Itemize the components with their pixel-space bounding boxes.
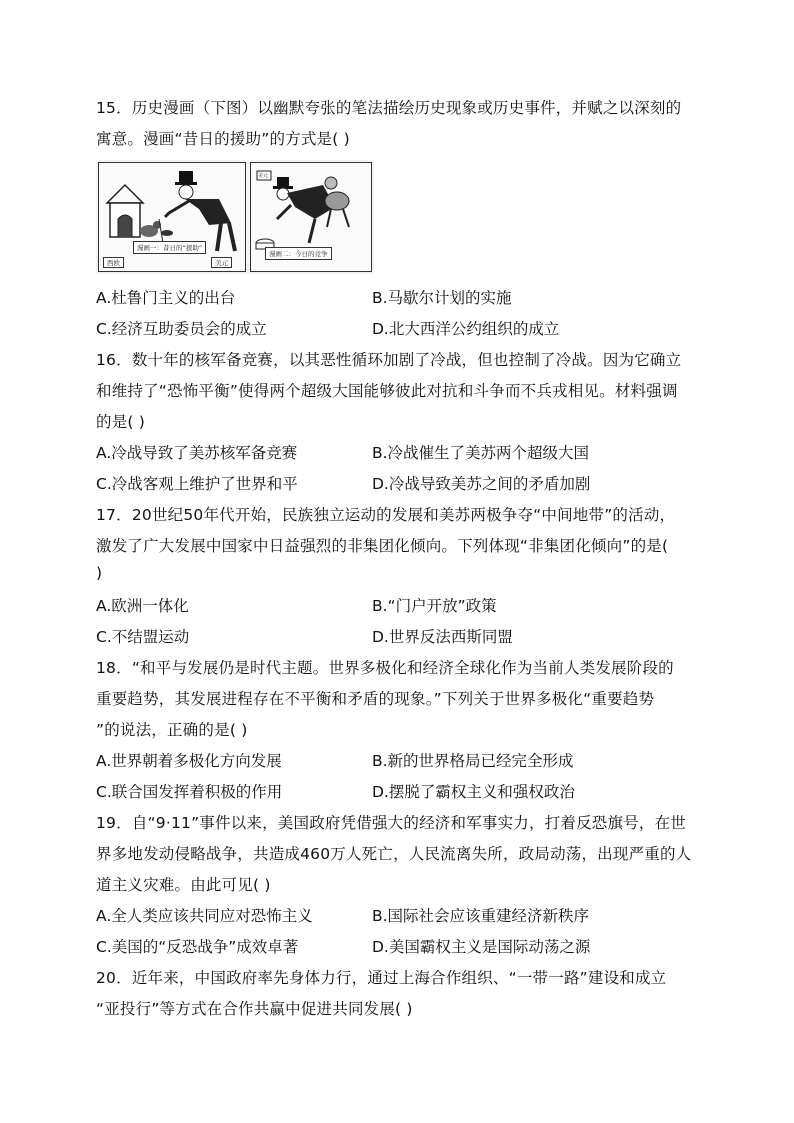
- q19-stem-line3: 道主义灾难。由此可见( ): [96, 876, 271, 894]
- q16-option-c: C.冷战客观上维护了世界和平: [96, 475, 298, 493]
- q18-option-c: C.联合国发挥着积极的作用: [96, 783, 283, 801]
- q18-stem-line3: ”的说法，正确的是( ): [96, 721, 248, 739]
- q17-stem-line3: ): [96, 564, 103, 582]
- q15-stem-line1: 15．历史漫画（下图）以幽默夸张的笔法描绘历史现象或历史事件，并赋之以深刻的: [96, 99, 682, 117]
- q20-stem-line2: “亚投行”等方式在合作共赢中促进共同发展( ): [96, 1000, 413, 1018]
- q16-stem-line1: 16．数十年的核军备竞赛，以其恶性循环加剧了冷战，但也控制了冷战。因为它确立: [96, 351, 682, 369]
- q18-stem-line2: 重要趋势，其发展进程存在不平衡和矛盾的现象。”下列关于世界多极化“重要趋势: [96, 690, 655, 708]
- q16-option-a: A.冷战导致了美苏核军备竞赛: [96, 444, 298, 462]
- q17-stem-line1: 17．20世纪50年代开始，民族独立运动的发展和美苏两极争夺“中间地带”的活动，: [96, 506, 676, 524]
- q15-option-b: B.马歇尔计划的实施: [372, 289, 512, 307]
- q17-option-a: A.欧洲一体化: [96, 597, 189, 615]
- q15-option-c: C.经济互助委员会的成立: [96, 320, 267, 338]
- cartoon-panel-2: [250, 162, 372, 272]
- q16-stem-line2: 和维持了“恐怖平衡”使得两个超级大国能够彼此对抗和斗争而不兵戎相见。材料强调: [96, 382, 678, 400]
- q17-option-d: D.世界反法西斯同盟: [372, 628, 513, 646]
- panel1-tag-west-europe: 西欧: [103, 257, 124, 268]
- q19-stem-line2: 界多地发动侵略战争，共造成460万人死亡，人民流离失所，政局动荡，出现严重的人: [96, 845, 692, 863]
- q17-option-c: C.不结盟运动: [96, 628, 190, 646]
- q18-option-a: A.世界朝着多极化方向发展: [96, 752, 282, 770]
- q19-option-c: C.美国的“反恐战争”成效卓著: [96, 938, 299, 956]
- q18-option-d: D.摆脱了霸权主义和强权政治: [372, 783, 575, 801]
- q17-stem-line2: 激发了广大发展中国家中日益强烈的非集团化倾向。下列体现“非集团化倾向”的是(: [96, 537, 669, 555]
- q15-stem-line2: 寓意。漫画“昔日的援助”的方式是( ): [96, 130, 350, 148]
- q16-option-d: D.冷战导致美苏之间的矛盾加剧: [372, 475, 591, 493]
- q19-option-d: D.美国霸权主义是国际动荡之源: [372, 938, 591, 956]
- cartoon-panel-1-drawing: [99, 163, 245, 271]
- q19-option-a: A.全人类应该共同应对恐怖主义: [96, 907, 313, 925]
- q16-option-b: B.冷战催生了美苏两个超级大国: [372, 444, 590, 462]
- panel2-small-label: 美元: [258, 173, 269, 179]
- panel2-caption: 漫画二：今日的竞争: [265, 247, 332, 260]
- q18-stem-line1: 18．“和平与发展仍是时代主题。世界多极化和经济全球化作为当前人类发展阶段的: [96, 659, 674, 677]
- q19-option-b: B.国际社会应该重建经济新秩序: [372, 907, 590, 925]
- q18-option-b: B.新的世界格局已经完全形成: [372, 752, 574, 770]
- q15-option-a: A.杜鲁门主义的出台: [96, 289, 236, 307]
- q15-option-d: D.北大西洋公约组织的成立: [372, 320, 560, 338]
- q19-stem-line1: 19．自“9·11”事件以来，美国政府凭借强大的经济和军事实力，打着反恐旗号，在世: [96, 814, 686, 832]
- q20-stem-line1: 20．近年来，中国政府率先身体力行，通过上海合作组织、“一带一路”建设和成立: [96, 969, 667, 987]
- panel1-tag-dollar: 美元: [211, 257, 232, 268]
- panel1-caption: 漫画一：昔日的“援助”: [133, 241, 206, 254]
- q16-stem-line3: 的是( ): [96, 413, 146, 431]
- q17-option-b: B.“门户开放”政策: [372, 597, 497, 615]
- cartoon-panel-1: [98, 162, 246, 272]
- cartoon-figure: [96, 160, 374, 274]
